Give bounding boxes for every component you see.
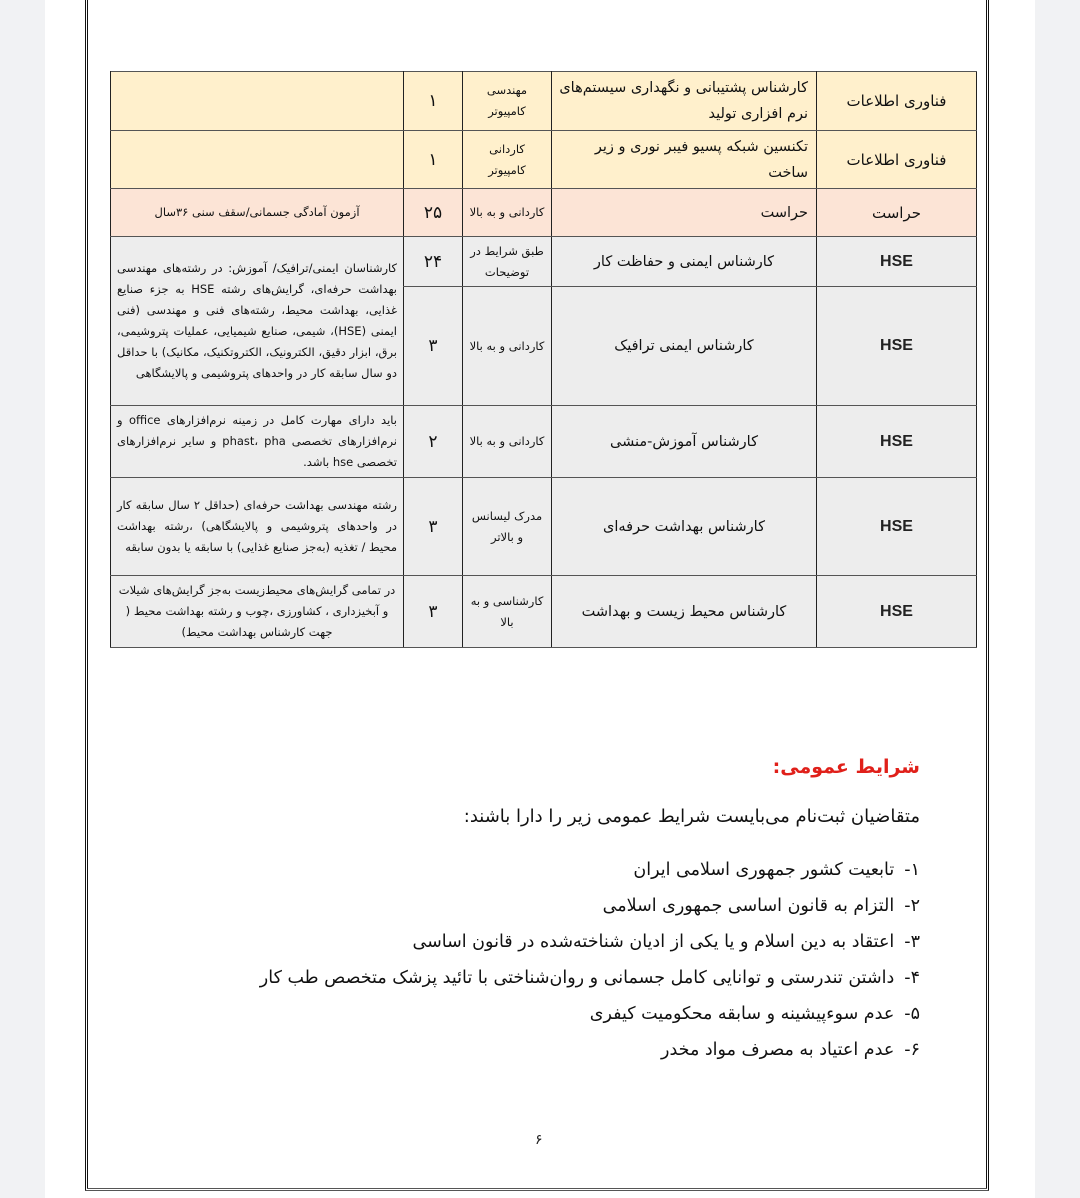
table-row xyxy=(111,131,977,189)
item-text: عدم سوءپیشینه و سابقه محکومیت کیفری xyxy=(589,1004,895,1024)
general-conditions-heading: شرایط عمومی: xyxy=(772,756,920,778)
job-title-cell: کارشناس ایمنی ترافیک xyxy=(552,287,817,406)
description-cell xyxy=(111,72,404,131)
table-row xyxy=(111,237,977,287)
list-item xyxy=(260,852,920,888)
item-number: ۵- xyxy=(904,1004,920,1024)
item-number: ۴- xyxy=(904,968,920,988)
description-cell: باید دارای مهارت کامل در زمینه نرم‌افزارهای office و نرم‌افزارهای تخصصی phast، pha و سایر نرم‌افزارهای تخصصی hse باشد. xyxy=(111,406,404,478)
education-cell: مهندسی کامپیوتر xyxy=(463,72,552,131)
item-text: عدم اعتیاد به مصرف مواد مخدر xyxy=(661,1040,895,1060)
capacity-cell: ۳ xyxy=(404,287,463,406)
list-item xyxy=(260,1032,920,1068)
description-cell: رشته مهندسی بهداشت حرفه‌ای (حداقل ۲ سال سابقه کار در واحدهای پتروشیمی و پالایشگاهی) ،رشته بهداشت محیط / تغذیه (به‌جز صنایع غذایی) با سابقه یا بدون سابقه xyxy=(111,478,404,576)
capacity-cell: ۳ xyxy=(404,576,463,648)
unit-cell: HSE xyxy=(817,406,977,478)
description-cell: آزمون آمادگی جسمانی/سقف سنی ۳۶سال xyxy=(111,189,404,237)
job-positions-table xyxy=(110,71,977,648)
job-title-cell: حراست xyxy=(552,189,817,237)
education-cell: مدرک لیسانس و بالاتر xyxy=(463,478,552,576)
table-row xyxy=(111,576,977,648)
job-title-cell: کارشناس پشتیبانی و نگهداری سیستم‌های نرم افزاری تولید xyxy=(552,72,817,131)
item-text: اعتقاد به دین اسلام و یا یکی از ادیان شناخته‌شده در قانون اساسی xyxy=(412,932,895,952)
page-number: ۶ xyxy=(535,1132,543,1148)
item-number: ۲- xyxy=(904,896,920,916)
education-cell: کارشناسی و به بالا xyxy=(463,576,552,648)
job-title-cell: کارشناس ایمنی و حفاظت کار xyxy=(552,237,817,287)
unit-cell: فناوری اطلاعات xyxy=(817,131,977,189)
job-title-cell: تکنسین شبکه پسیو فیبر نوری و زیر ساخت xyxy=(552,131,817,189)
table-row xyxy=(111,406,977,478)
table-row xyxy=(111,189,977,237)
general-conditions-list xyxy=(260,852,920,1068)
unit-cell: HSE xyxy=(817,287,977,406)
education-cell: طبق شرایط در توضیحات xyxy=(463,237,552,287)
table-row xyxy=(111,72,977,131)
unit-cell: فناوری اطلاعات xyxy=(817,72,977,131)
description-cell xyxy=(111,131,404,189)
item-text: التزام به قانون اساسی جمهوری اسلامی xyxy=(602,896,895,916)
job-title-cell: کارشناس محیط زیست و بهداشت xyxy=(552,576,817,648)
capacity-cell: ۲۵ xyxy=(404,189,463,237)
description-cell: در تمامی گرایش‌های محیط‌زیست به‌جز گرایش‌های شیلات و آبخیزداری ، کشاورزی ،چوب و رشته بهداشت محیط ( جهت کارشناس بهداشت محیط) xyxy=(111,576,404,648)
general-conditions-intro: متقاضیان ثبت‌نام می‌بایست شرایط عمومی زیر را دارا باشند: xyxy=(463,806,920,827)
table-row xyxy=(111,478,977,576)
unit-cell: HSE xyxy=(817,576,977,648)
unit-cell: HSE xyxy=(817,237,977,287)
document-page xyxy=(45,0,1035,1198)
item-text: داشتن تندرستی و توانایی کامل جسمانی و روان‌شناختی با تائید پزشک متخصص طب کار xyxy=(259,968,895,988)
education-cell: کاردانی و به بالا xyxy=(463,406,552,478)
education-cell: کاردانی کامپیوتر xyxy=(463,131,552,189)
item-number: ۳- xyxy=(904,932,920,952)
unit-cell: حراست xyxy=(817,189,977,237)
education-cell: کاردانی و به بالا xyxy=(463,189,552,237)
list-item xyxy=(260,996,920,1032)
education-cell: کاردانی و به بالا xyxy=(463,287,552,406)
item-text: تابعیت کشور جمهوری اسلامی ایران xyxy=(633,860,895,880)
list-item xyxy=(260,960,920,996)
capacity-cell: ۳ xyxy=(404,478,463,576)
description-cell: کارشناسان ایمنی/ترافیک/ آموزش: در رشته‌های مهندسی بهداشت حرفه‌ای، گرایش‌های رشته HSE به جزء صنایع غذایی، بهداشت محیط، رشته‌های فنی و مهندسی (فنی ایمنی (HSE)، شیمی، صنایع شیمیایی، عملیات پتروشیمی، برق، ابزار دقیق، الکترونیک، الکتروتکنیک، مکانیک) با حداقل دو سال سابقه کار در واحدهای پتروشیمی و پالایشگاهی xyxy=(111,237,404,406)
capacity-cell: ۱ xyxy=(404,131,463,189)
unit-cell: HSE xyxy=(817,478,977,576)
capacity-cell: ۱ xyxy=(404,72,463,131)
list-item xyxy=(260,888,920,924)
capacity-cell: ۲۴ xyxy=(404,237,463,287)
list-item xyxy=(260,924,920,960)
item-number: ۱- xyxy=(904,860,920,880)
item-number: ۶- xyxy=(904,1040,920,1060)
job-title-cell: کارشناس آموزش-منشی xyxy=(552,406,817,478)
job-title-cell: کارشناس بهداشت حرفه‌ای xyxy=(552,478,817,576)
capacity-cell: ۲ xyxy=(404,406,463,478)
